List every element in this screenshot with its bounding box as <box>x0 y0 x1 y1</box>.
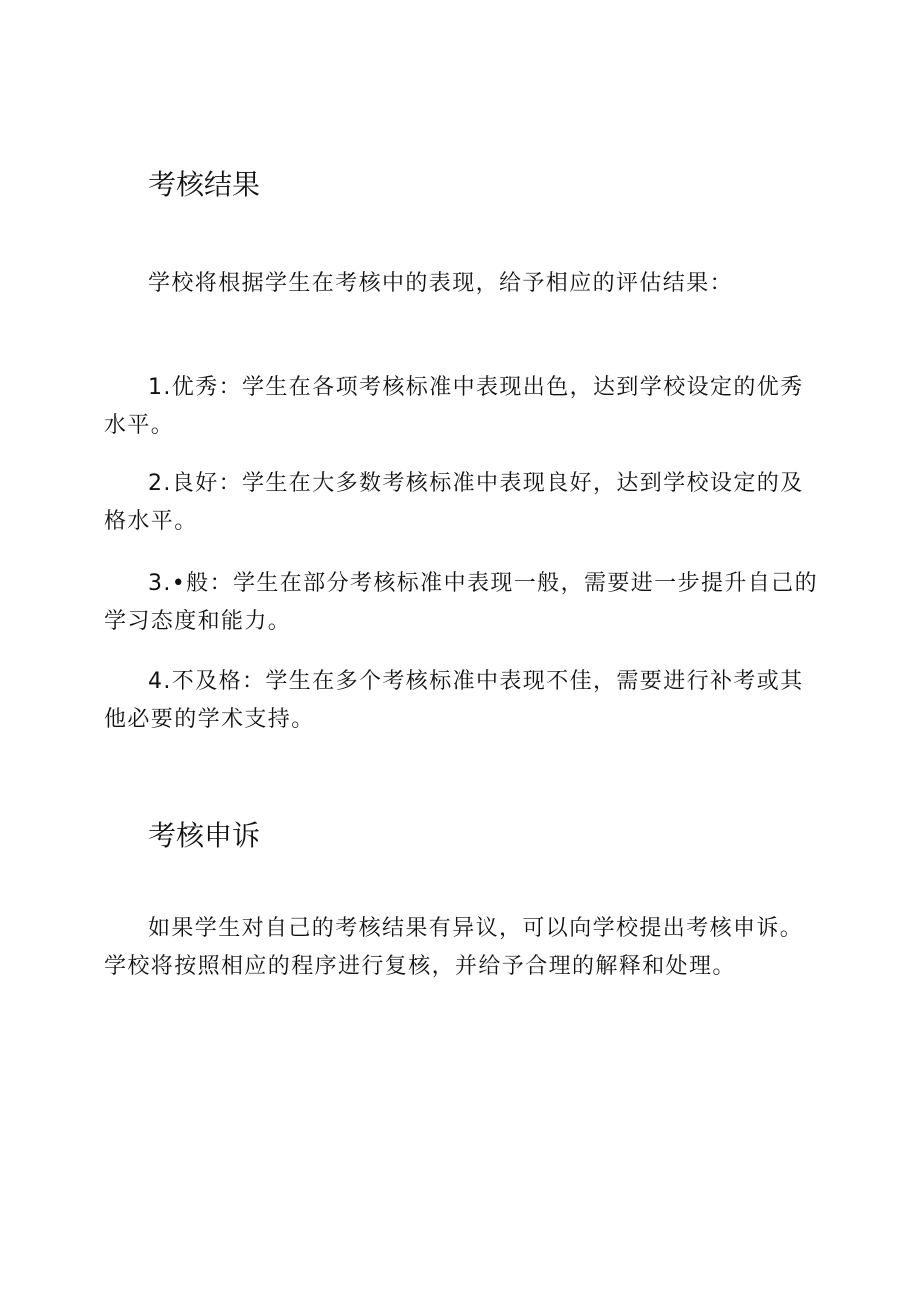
list-item-number: 3 <box>148 571 164 596</box>
list-item-text: .•般：学生在部分考核标准中表现一般，需要进一步提升自己的学习态度和能力。 <box>104 571 818 634</box>
list-item <box>104 663 824 739</box>
list-item-number: 1 <box>148 375 164 400</box>
list-item <box>104 565 824 641</box>
section-title-appeal: 考核申诉 <box>148 819 261 852</box>
list-item-text: .不及格：学生在多个考核标准中表现不佳，需要进行补考或其他必要的学术支持。 <box>104 669 804 732</box>
list-item-number: 2 <box>148 471 164 496</box>
list-item-text: .良好：学生在大多数考核标准中表现良好，达到学校设定的及格水平。 <box>104 471 804 534</box>
list-item <box>104 465 824 541</box>
section-title-results: 考核结果 <box>148 168 261 201</box>
list-item-number: 4 <box>148 669 164 694</box>
results-intro: 学校将根据学生在考核中的表现，给予相应的评估结果： <box>148 271 734 296</box>
list-item <box>104 369 824 445</box>
appeal-paragraph: 如果学生对自己的考核结果有异议，可以向学校提出考核申诉。学校将按照相应的程序进行复核，并给予合理的解释和处理。 <box>104 916 804 979</box>
list-item-text: .优秀：学生在各项考核标准中表现出色，达到学校设定的优秀水平。 <box>104 375 804 438</box>
